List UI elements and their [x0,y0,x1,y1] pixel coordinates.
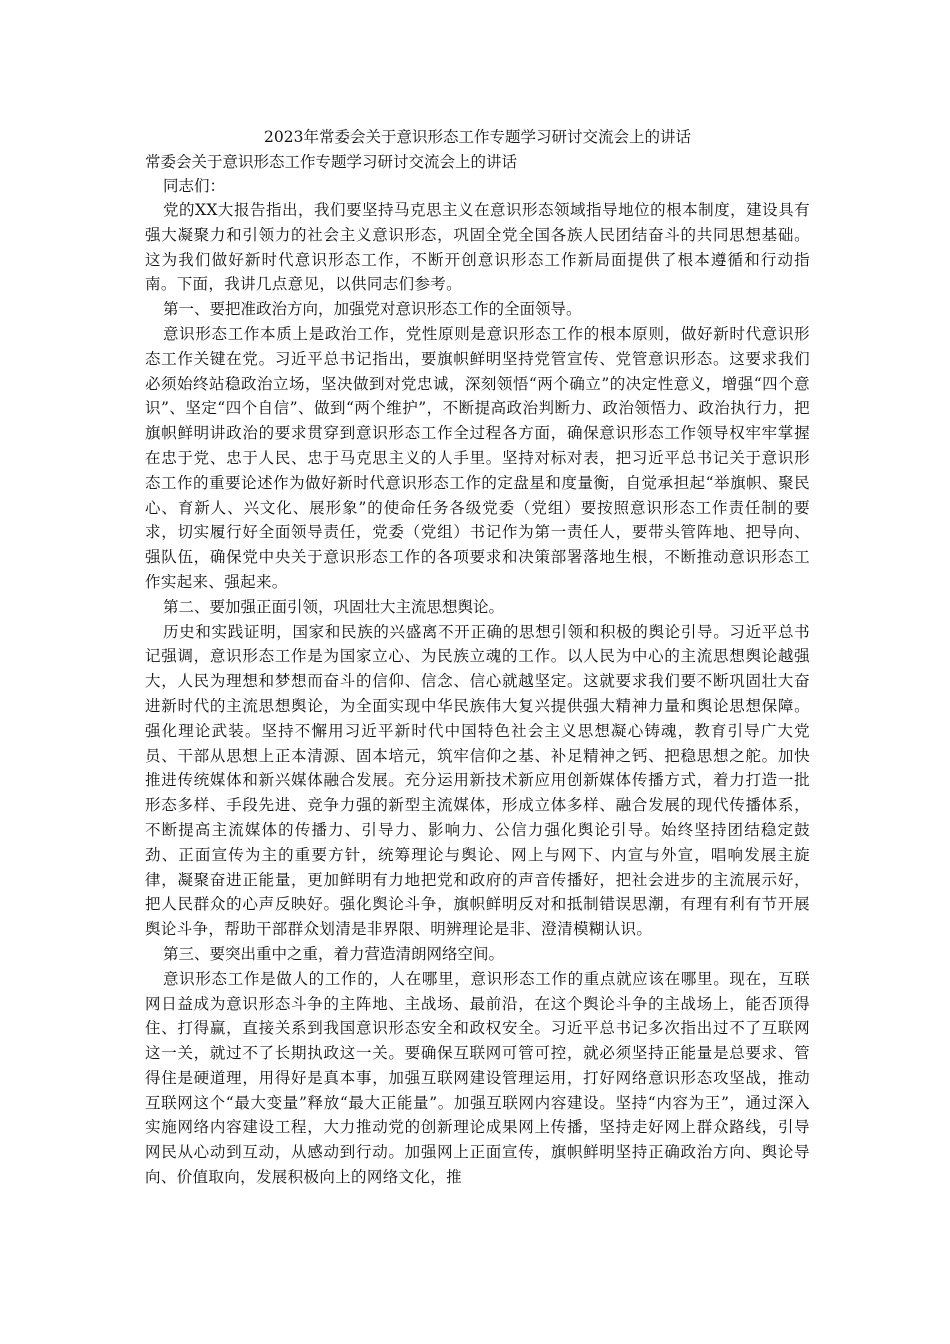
section-body-3: 意识形态工作是做人的工作的，人在哪里，意识形态工作的重点就应该在哪里。现在，互联网日益成为意识形态斗争的主阵地、主战场、最前沿，在这个舆论斗争的主战场上，能否顶得住、打得赢，直接关系到我国意识形态安全和政权安全。习近平总书记多次指出过不了互联网这一关，就过不了长期执政这一关。要确保互联网可管可控，就必须坚持正能量是总要求、管得住是硬道理，用得好是真本事，加强互联网建设管理运用，打好网络意识形态攻坚战，推动互联网这个“最大变量”释放“最大正能量”。加强互联网内容建设。坚持“内容为王”，通过深入实施网络内容建设工程，大力推动党的创新理论成果网上传播，坚持走好网上群众路线，引导网民从心动到互动，从感动到行动。加强网上正面宣传，旗帜鲜明坚持正确政治方向、舆论导向、价值取向，发展积极向上的网络文化，推 [145,969,810,1187]
section-body-1: 意识形态工作本质上是政治工作，党性原则是意识形态工作的根本原则，做好新时代意识形态工作关键在党。习近平总书记指出，要旗帜鲜明坚持党管宣传、党管意识形态。这要求我们必须始终站稳政治立场，坚决做到对党忠诚，深刻领悟“两个确立”的决定性意义，增强“四个意识”、坚定“四个自信”、做到“两个维护”，不断提高政治判断力、政治领悟力、政治执行力，把旗帜鲜明讲政治的要求贯穿到意识形态工作全过程各方面，确保意识形态工作领导权牢牢掌握在忠于党、忠于人民、忠于马克思主义的人手里。坚持对标对表，把习近平总书记关于意识形态工作的重要论述作为做好新时代意识形态工作的定盘星和度量衡，自觉承担起“举旗帜、聚民心、育新人、兴文化、展形象”的使命任务各级党委（党组）要按照意识形态工作责任制的要求，切实履行好全面领导责任，党委（党组）书记作为第一责任人，要带头管阵地、把导向、强队伍，确保党中央关于意识形态工作的各项要求和决策部署落地生根，不断推动意识形态工作实起来、强起来。 [145,324,810,591]
document-page [145,124,810,1190]
section-heading-1: 第一、要把准政治方向，加强党对意识形态工作的全面领导。 [163,300,582,319]
section-body-2: 历史和实践证明，国家和民族的兴盛离不开正确的思想引领和积极的舆论引导。习近平总书记强调，意识形态工作是为国家立心、为民族立魂的工作。以人民为中心的主流思想舆论越强大，人民为理想和梦想而奋斗的信仰、信念、信心就越坚定。这就要求我们要不断巩固壮大奋进新时代的主流思想舆论，为全面实现中华民族伟大复兴提供强大精神力量和舆论思想保障。强化理论武装。坚持不懈用习近平新时代中国特色社会主义思想凝心铸魂，教育引导广大党员、干部从思想上正本清源、固本培元，筑牢信仰之基、补足精神之钙、把稳思想之舵。加快推进传统媒体和新兴媒体融合发展。充分运用新技术新应用创新媒体传播方式，着力打造一批形态多样、手段先进、竞争力强的新型主流媒体，形成立体多样、融合发展的现代传播体系，不断提高主流媒体的传播力、引导力、影响力、公信力强化舆论引导。始终坚持团结稳定鼓劲、正面宣传为主的重要方针，统筹理论与舆论、网上与网下、内宣与外宣，唱响发展主旋律，凝聚奋进正能量，更加鲜明有力地把党和政府的声音传播好，把社会进步的主流展示好，把人民群众的心声反映好。强化舆论斗争，旗帜鲜明反对和抵制错误思潮，有理有利有节开展舆论斗争，帮助干部群众划清是非界限、明辨理论是非、澄清模糊认识。 [145,622,810,939]
section-heading-3: 第三、要突出重中之重，着力营造清朗网络空间。 [163,944,505,963]
intro-paragraph: 党的XX大报告指出，我们要坚持马克思主义在意识形态领域指导地位的根本制度，建设具有强大凝聚力和引领力的社会主义意识形态，巩固全党全国各族人民团结奋斗的共同思想基础。这为我们做好新时代意识形态工作，不断开创意识形态工作新局面提供了根本遵循和行动指南。下面，我讲几点意见，以供同志们参考。 [145,201,810,294]
greeting: 同志们： [163,177,226,195]
section-heading-2: 第二、要加强正面引领，巩固壮大主流思想舆论。 [163,597,505,616]
document-subtitle: 常委会关于意识形态工作专题学习研讨交流会上的讲话 [145,153,518,171]
document-title: 2023年常委会关于意识形态工作专题学习研讨交流会上的讲话 [264,128,691,146]
